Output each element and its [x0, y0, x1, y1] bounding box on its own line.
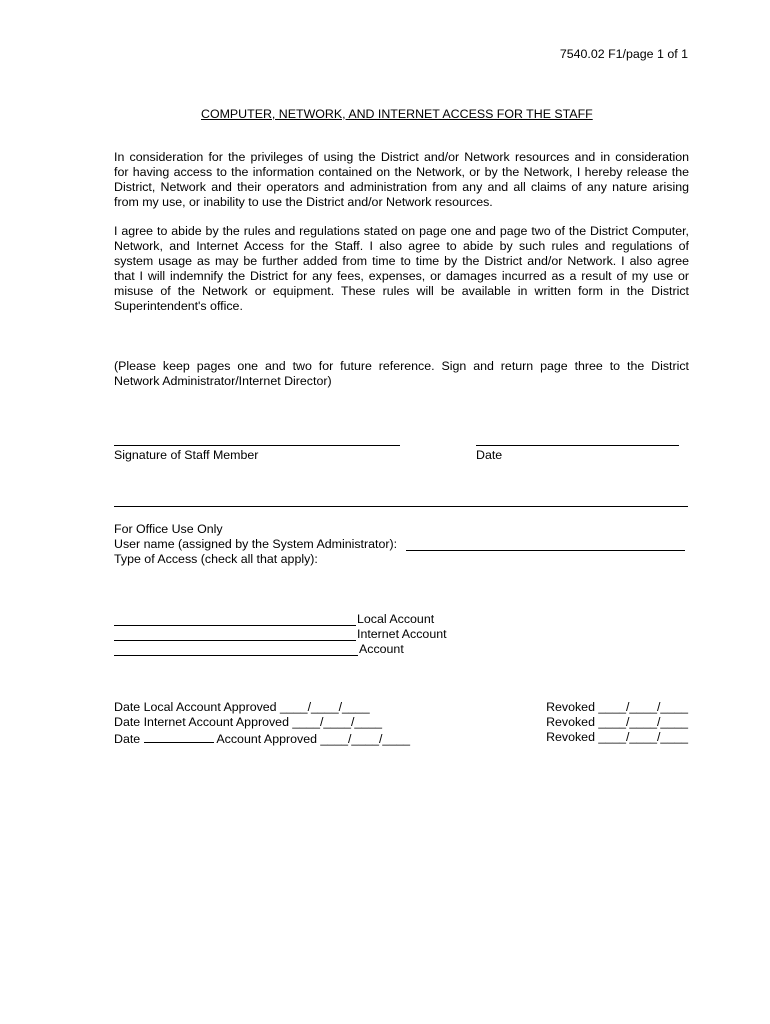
- release-paragraph-line: for having access to the information contained on the Network, or by the Network, I hereby release the: [114, 165, 689, 179]
- agreement-paragraph-line: that I will indemnify the District for any fees, expenses, or damages incurred as a result of my use or: [114, 269, 689, 283]
- username-label: User name (assigned by the System Administrator):: [114, 537, 398, 551]
- internet-account-label: Internet Account: [357, 627, 447, 641]
- staff-signature-label: Signature of Staff Member: [114, 448, 259, 462]
- username-field[interactable]: [406, 550, 685, 551]
- agreement-paragraph: [114, 224, 689, 314]
- local-account-approved: Date Local Account Approved ____/____/____: [114, 700, 370, 714]
- other-account-revoked: Revoked ____/____/____: [546, 730, 688, 744]
- office-use-heading: For Office Use Only: [114, 522, 223, 536]
- other-account-approved: [114, 730, 410, 747]
- agreement-paragraph-line: I agree to abide by the rules and regulations stated on page one and page two of the District Computer,: [114, 224, 689, 238]
- agreement-paragraph-line: Superintendent's office.: [114, 299, 243, 313]
- date-signature-line[interactable]: [476, 445, 679, 446]
- local-account-blank[interactable]: [114, 625, 356, 626]
- release-paragraph: [114, 150, 689, 210]
- return-instructions-line: (Please keep pages one and two for future reference. Sign and return page three to the District: [114, 359, 689, 373]
- internet-account-blank[interactable]: [114, 640, 356, 641]
- release-paragraph-line: from my use, or inability to use the District and/or Network resources.: [114, 195, 493, 209]
- local-account-revoked: Revoked ____/____/____: [546, 700, 688, 714]
- agreement-paragraph-line: Network, and Internet Access for the Staff. I also agree to abide by such rules and regulations of: [114, 239, 689, 253]
- section-divider: [114, 506, 688, 507]
- other-account-prefix: Date: [114, 732, 141, 746]
- agreement-paragraph-line: system usage as may be further added from time to time by the District and/or Network. I also agree: [114, 254, 689, 268]
- other-account-suffix: Account Approved ____/____/____: [216, 732, 410, 746]
- account-label: Account: [359, 642, 404, 656]
- return-instructions-line: Network Administrator/Internet Director): [114, 374, 332, 388]
- page-reference: 7540.02 F1/page 1 of 1: [559, 47, 688, 61]
- internet-account-approved: Date Internet Account Approved ____/____/____: [114, 715, 382, 729]
- other-account-type-blank[interactable]: [144, 730, 214, 743]
- local-account-label: Local Account: [357, 612, 435, 626]
- document-title: COMPUTER, NETWORK, AND INTERNET ACCESS FOR THE STAFF: [201, 107, 593, 121]
- access-type-label: Type of Access (check all that apply):: [114, 552, 318, 566]
- release-paragraph-line: In consideration for the privileges of using the District and/or Network resources and in consideration: [114, 150, 689, 164]
- release-paragraph-line: District, Network and their operators and administration from any and all claims of any nature arising: [114, 180, 689, 194]
- date-label: Date: [476, 448, 503, 462]
- account-blank[interactable]: [114, 655, 358, 656]
- return-instructions: [114, 359, 689, 389]
- internet-account-revoked: Revoked ____/____/____: [546, 715, 688, 729]
- staff-signature-line[interactable]: [114, 445, 400, 446]
- agreement-paragraph-line: misuse of the Network or equipment. These rules will be available in written form in the District: [114, 284, 689, 298]
